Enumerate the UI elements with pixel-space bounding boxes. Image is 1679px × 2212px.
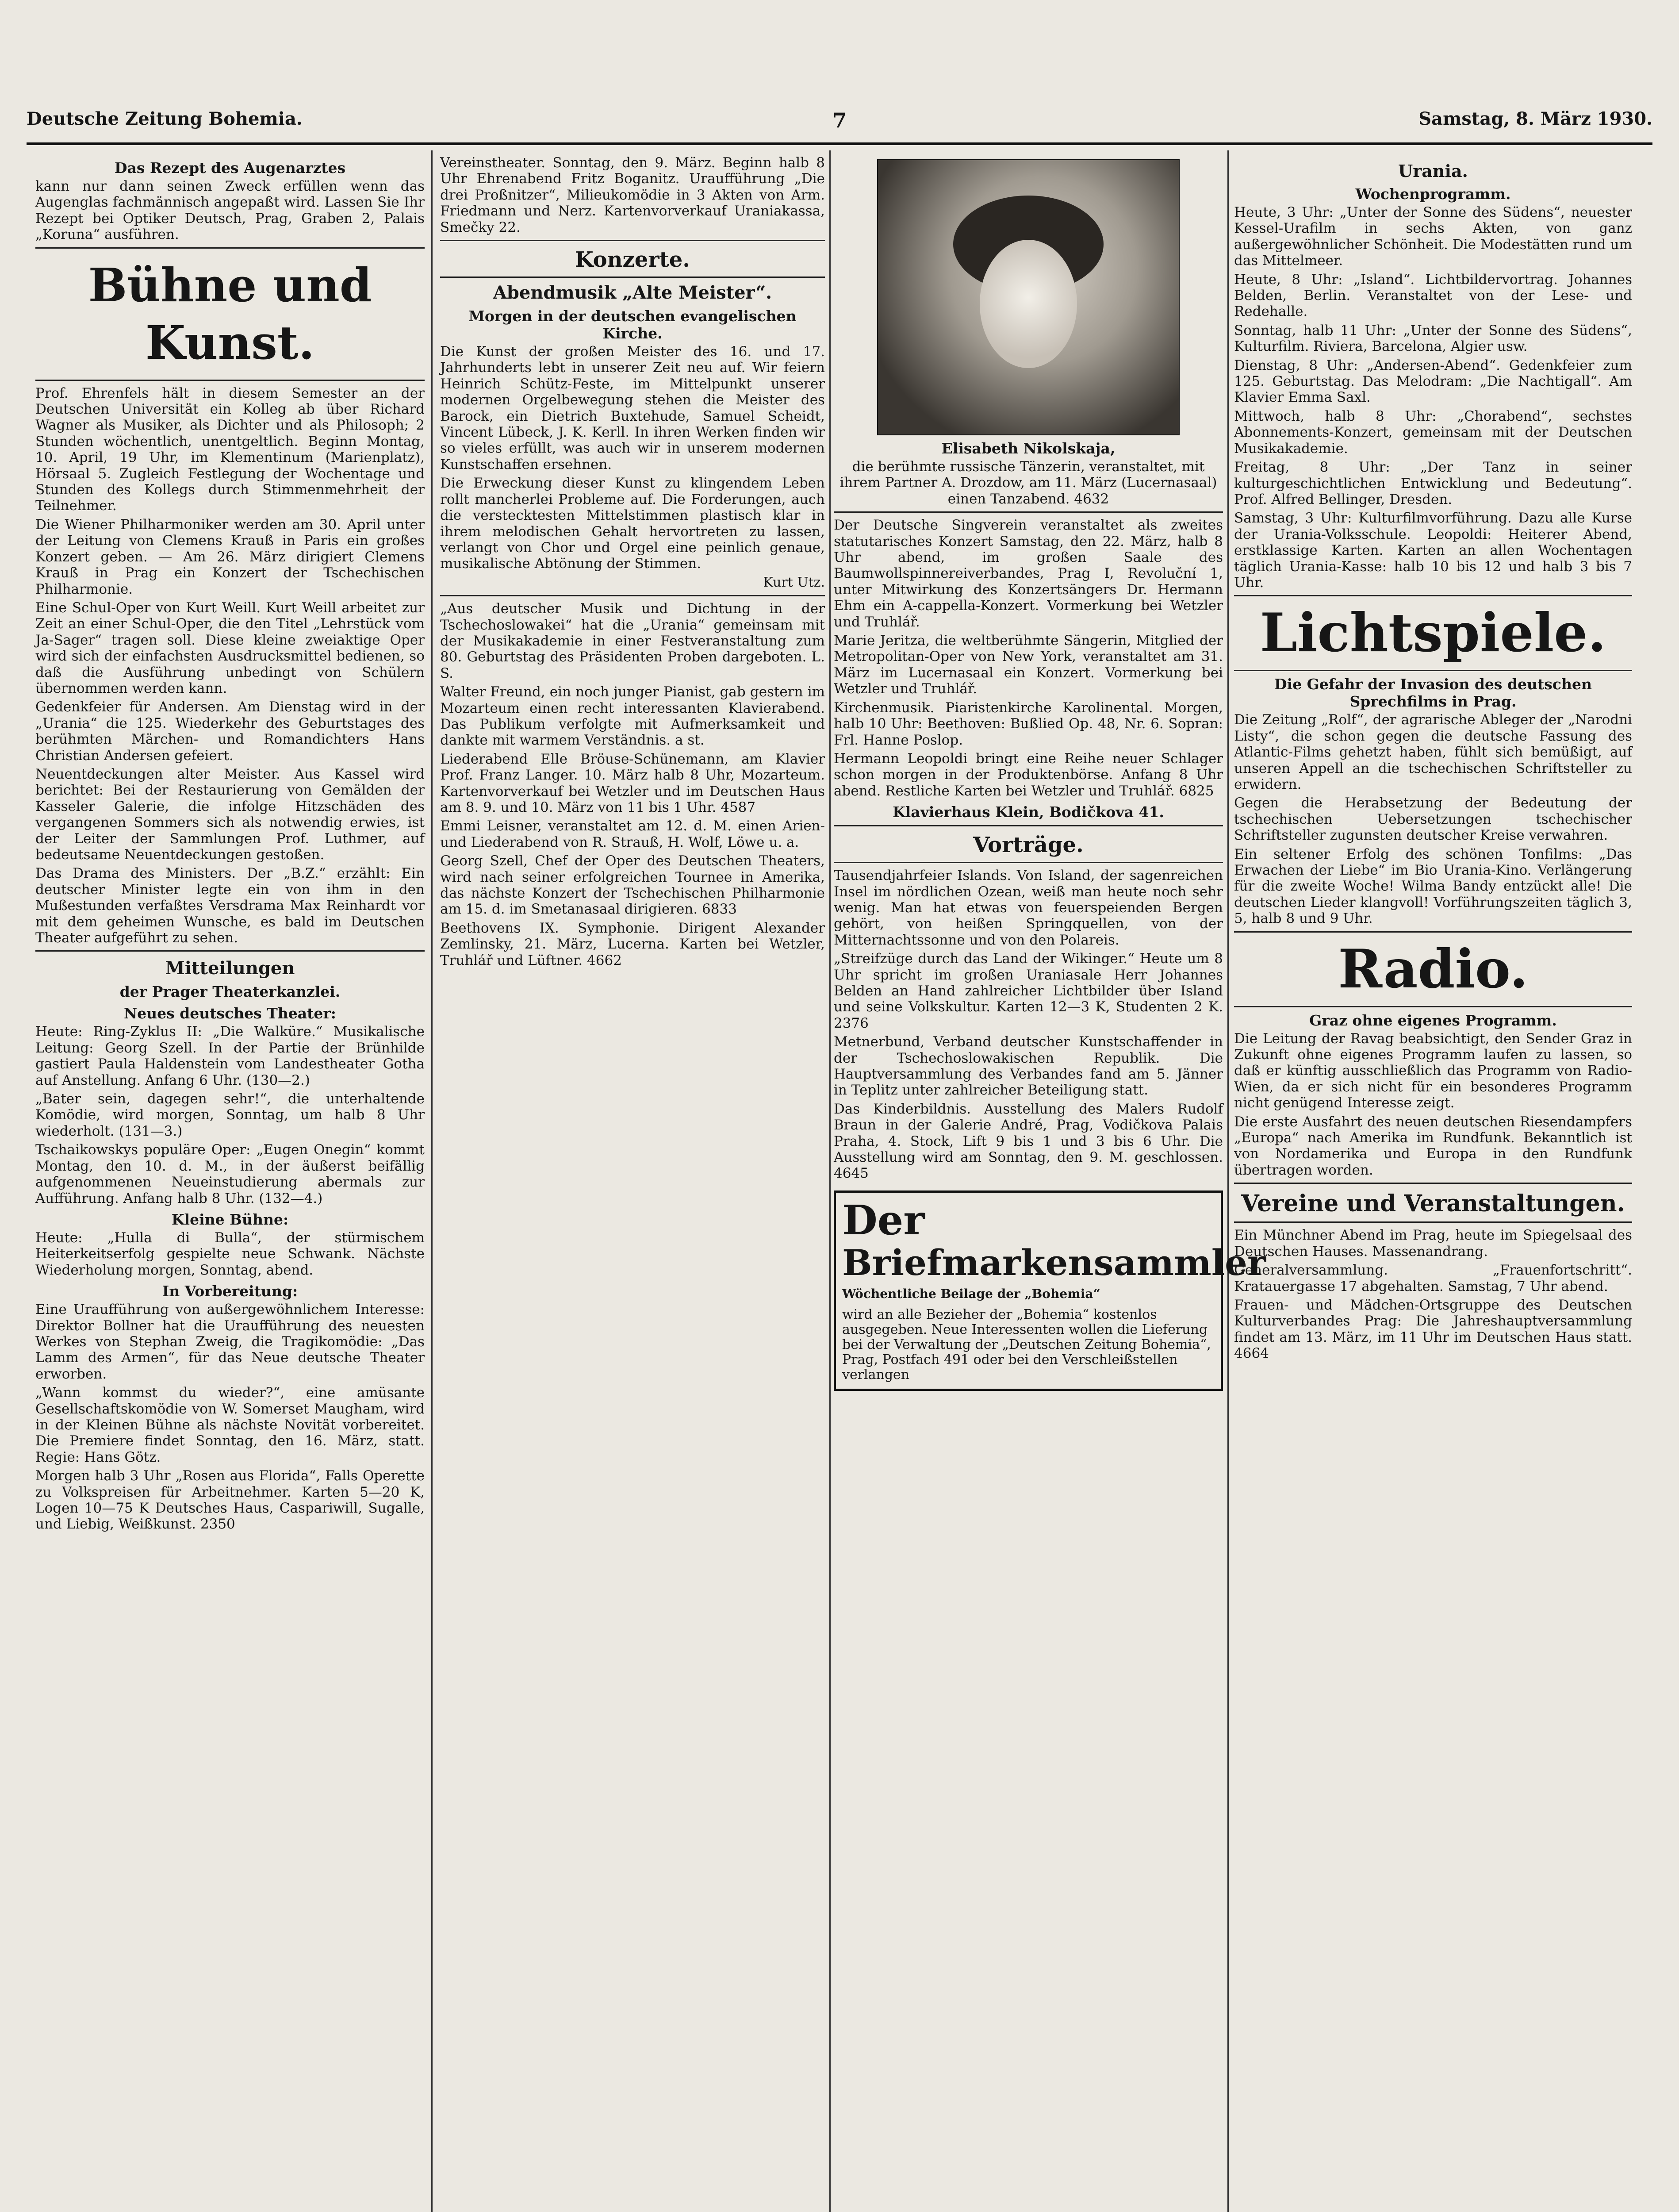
header-rule [27, 142, 1652, 145]
article-text: Walter Freund, ein noch junger Pianist, gab gestern im Mozarteum einen recht interessanten Klavierabend. Das Publikum verfolgte mit Aufmerksamkeit und dankte mit warmem Verständnis. a st. [440, 684, 825, 749]
divider [1234, 1006, 1632, 1007]
column-1 [35, 155, 425, 2212]
article-text: Prof. Ehrenfels hält in diesem Semester an der Deutschen Universität ein Kolleg ab über Richard Wagner als Musiker, als Dichter und als Philosoph; 2 Stunden wöchentlich, unentgeltlich. Beginn Montag, 10. April, 19 Uhr, im Klementinum (Marienplatz), Hörsaal 5. Zugleich Festlegung der Wochentage und Stunden des Kollegs durch Stimmenmehrheit der Teilnehmer. [35, 385, 425, 514]
article-text: Heute, 3 Uhr: „Unter der Sonne des Südens“, neuester Kessel-Urafilm in sechs Akten, von ganz außergewöhnlicher Schönheit. Die Modestätten rund um das Mittelmeer. [1234, 204, 1632, 269]
article-text: Ein Münchner Abend im Prag, heute im Spiegelsaal des Deutschen Hauses. Massenandrang. [1234, 1227, 1632, 1260]
divider [1234, 931, 1632, 933]
article-text: „Wann kommst du wieder?“, eine amüsante Gesellschaftskomödie von W. Somerset Maugham, wird in der Kleinen Bühne als nächste Novität vorbereitet. Die Premiere findet Sonntag, den 16. März, statt. Regie: Hans Götz. [35, 1385, 425, 1465]
article-text: Morgen halb 3 Uhr „Rosen aus Florida“, Falls Operette zu Volkspreisen für Arbeitnehmer. Karten 5—20 K, Logen 10—75 K Deutsches Haus, Caspariwill, Sugalle, und Liebig, Weißkunst. 2350 [35, 1468, 425, 1532]
urania-subtitle: Wochenprogramm. [1355, 185, 1511, 203]
article-text: Eine Uraufführung von außergewöhnlichem Interesse: Direktor Bollner hat die Uraufführung des neuesten Werkes von Stephan Zweig, die Tragikomödie: „Das Lamm des Armen“, für das Neue deutsche Theater erworben. [35, 1302, 425, 1382]
column-2 [440, 155, 825, 2212]
divider [834, 862, 1223, 863]
article-text: Georg Szell, Chef der Oper des Deutschen Theaters, wird nach seiner erfolgreichen Tournee in Amerika, das nächste Konzert der Tschechischen Philharmonie am 15. d. im Smetanasaal dirigieren. 6833 [440, 853, 825, 918]
page-number: 7 [832, 108, 847, 132]
article-text: Heute, 8 Uhr: „Island“. Lichtbildervortrag. Johannes Belden, Berlin. Veranstaltet von der Lese- und Redehalle. [1234, 271, 1632, 320]
photo-caption: die berühmte russische Tänzerin, veranstaltet, mit ihrem Partner A. Drozdow, am 11. März (Lucernasaal) einen Tanzabend. 4632 [840, 459, 1217, 507]
article-text: Die Leitung der Ravag beabsichtigt, den Sender Graz in Zukunft ohne eigenes Programm laufen zu lassen, so daß er künftig ausschließlich das Programm von Radio-Wien, da er sich nicht für ein besonderes Programm nicht genügend Interesse zeigt. [1234, 1030, 1632, 1111]
article-text: Vereinstheater. Sonntag, den 9. März. Beginn halb 8 Uhr Ehrenabend Fritz Boganitz. Uraufführung „Die drei Proßnitzer“, Milieukomödie in 3 Akten von Arm. Friedmann und Nerz. Kartenvorverkauf Uraniakassa, Smečky 22. [440, 155, 825, 235]
article-text: Die Kunst der großen Meister des 16. und 17. Jahrhunderts lebt in unserer Zeit neu auf. Wir feiern Heinrich Schütz-Feste, im Mittelpunkt unserer modernen Orgelbewegung stehen die Meister des Barock, ein Dietrich Buxtehude, Samuel Scheidt, Vincent Lübeck, J. K. Kerll. In ihren Werken finden wir so vieles erfüllt, was auch wir in unserem modernen Kunstschaffen ersehnen. [440, 344, 825, 472]
divider [1234, 595, 1632, 596]
ad-heading: Das Rezept des Augenarztes [114, 159, 346, 177]
divider [440, 240, 825, 241]
divider [35, 950, 425, 952]
ad-text: kann nur dann seinen Zweck erfüllen wenn das Augenglas fachmännisch angepaßt wird. Lassen Sie Ihr Rezept bei Optiker Deutsch, Prag, Graben 2, Palais „Koruna“ ausführen. [35, 178, 425, 243]
section-title: Radio. [1338, 937, 1528, 1000]
divider [834, 511, 1223, 513]
divider [1234, 670, 1632, 671]
article-text: „Aus deutscher Musik und Dichtung in der Tschechoslowakei“ hat die „Urania“ gemeinsam mit der Musikakademie in einer Festveranstaltung zum 80. Geburtstag des Präsidenten Proben dargeboten. L. S. [440, 601, 825, 681]
article-text: Gegen die Herabsetzung der Bedeutung der tschechischen Uebersetzungen tschechischer Schriftsteller zugunsten deutscher Kreise verwahren. [1234, 795, 1632, 844]
article-text: Kirchenmusik. Piaristenkirche Karolinental. Morgen, halb 10 Uhr: Beethoven: Bußlied Op. 48, Nr. 6. Sopran: Frl. Hanne Poslop. [834, 699, 1223, 748]
article-text: Samstag, 3 Uhr: Kulturfilmvorführung. Dazu alle Kurse der Urania-Volksschule. Leopoldi: Heiterer Abend, erstklassige Karten. Karten an allen Wochentagen täglich Urania-Kasse: halb 10 bis 12 und halb 3 bis 7 Uhr. [1234, 510, 1632, 591]
article-signature: Kurt Utz. [763, 574, 825, 590]
divider [440, 276, 825, 278]
venue-heading: In Vorbereitung: [162, 1283, 298, 1300]
article-text: Dienstag, 8 Uhr: „Andersen-Abend“. Gedenkfeier zum 125. Geburtstag. Das Melodram: „Die Nachtigall“. Am Klavier Emma Saxl. [1234, 357, 1632, 406]
article-text: Sonntag, halb 11 Uhr: „Unter der Sonne des Südens“, Kulturfilm. Riviera, Barcelona, Algier usw. [1234, 322, 1632, 355]
article-text: Marie Jeritza, die weltberühmte Sängerin, Mitglied der Metropolitan-Oper von New York, veranstaltet am 31. März im Lucernasaal ein Konzert. Vormerkung bei Wetzler und Truhlář. [834, 633, 1223, 697]
article-title: Abendmusik „Alte Meister“. [493, 282, 772, 303]
article-text: Generalversammlung. „Frauenfortschritt“. Kratauergasse 17 abgehalten. Samstag, 7 Uhr abend. [1234, 1262, 1632, 1294]
article-text: Das Drama des Ministers. Der „B.Z.“ erzählt: Ein deutscher Minister legte ein von ihm in den Mußestunden verfaßtes Versdrama Max Reinhardt vor mit dem geheimen Wunsche, es bald im Deutschen Theater aufgeführt zu sehen. [35, 865, 425, 946]
article-text: Mittwoch, halb 8 Uhr: „Chorabend“, sechstes Abonnements-Konzert, gemeinsam mit der Deutschen Musikakademie. [1234, 408, 1632, 457]
article-text: Gedenkfeier für Andersen. Am Dienstag wird in der „Urania“ die 125. Wiederkehr des Geburtstages des berühmten Märchen- und Romandichters Hans Christian Andersen gefeiert. [35, 699, 425, 764]
subsection-subtitle: der Prager Theaterkanzlei. [119, 983, 341, 1001]
section-title: Vorträge. [973, 833, 1084, 858]
dancer-photo [877, 159, 1180, 435]
article-text: Tausendjahrfeier Islands. Von Island, der sagenreichen Insel im nördlichen Ozean, weiß man heute noch sehr wenig. Man hat etwas von feuerspeienden Bergen gehört, von heißen Springquellen, von der Mitternachtssonne und von den Polareis. [834, 868, 1223, 948]
article-title: Die Gefahr der Invasion des deutschen Sprechfilms in Prag. [1274, 676, 1592, 710]
article-text: Emmi Leisner, veranstaltet am 12. d. M. einen Arien- und Liederabend von R. Strauß, H. Wolf, Löwe u. a. [440, 818, 825, 850]
article-text: Tschaikowskys populäre Oper: „Eugen Onegin“ kommt Montag, den 10. d. M., in der äußerst beifällig aufgenommenen Neueinstudierung abermals zur Aufführung. Anfang halb 8 Uhr. (132—4.) [35, 1142, 425, 1206]
article-text: „Streifzüge durch das Land der Wikinger.“ Heute um 8 Uhr spricht im großen Uraniasale Herr Johannes Belden an Hand zahlreicher Lichtbilder über Island und seine Volkskultur. Karten 12—3 K, Studenten 2 K. 2376 [834, 951, 1223, 1031]
divider [834, 825, 1223, 826]
urania-title: Urania. [1398, 161, 1468, 181]
article-text: Neuentdeckungen alter Meister. Aus Kassel wird berichtet: Bei der Restaurierung von Gemälden der Kasseler Galerie, die infolge Hitzschäden des vergangenen Sommers sich als notwendig erwies, ist der Leiter der Sammlungen Prof. Luthmer, auf bedeutsame Neuentdeckungen gestoßen. [35, 766, 425, 863]
article-subtitle: Morgen in der deutschen evangelischen Kirche. [468, 307, 797, 342]
section-title: Bühne und Kunst. [88, 257, 372, 370]
article-text: Die Erweckung dieser Kunst zu klingendem Leben rollt mancherlei Probleme auf. Die Forderungen, auch die verstecktesten Mittelstimmen plastisch klar in ihrem melodischen Gehalt hervortreten zu lassen, verlangt von Chor und Orgel eine peinlich genaue, musikalische Abtönung der Stimmen. [440, 475, 825, 572]
article-title: Graz ohne eigenes Programm. [1309, 1011, 1557, 1029]
ad-body: wird an alle Bezieher der „Bohemia“ kostenlos ausgegeben. Neue Interessenten wollen die Lieferung bei der Verwaltung der „Deutschen Zeitung Bohemia“, Prag, Postfach 491 oder bei den Verschleißstellen verlangen [842, 1306, 1211, 1382]
article-text: Eine Schul-Oper von Kurt Weill. Kurt Weill arbeitet zur Zeit an einer Schul-Oper, die den Titel „Lehrstück vom Ja-Sager“ tragen soll. Diese kleine zweiaktige Oper wird sich der einfachsten Ausdrucksmittel bedienen, so daß die Ausführung unbedingt von Schülern übernommen werden kann. [35, 599, 425, 696]
venue-heading: Kleine Bühne: [171, 1210, 289, 1228]
ad-line: Klavierhaus Klein, Bodičkova 41. [893, 803, 1164, 821]
newspaper-name: Deutsche Zeitung Bohemia. [27, 108, 303, 129]
issue-date: Samstag, 8. März 1930. [1418, 108, 1652, 129]
briefmarkensammler-ad [834, 1190, 1266, 1391]
article-text: Ein seltener Erfolg des schönen Tonfilms: „Das Erwachen der Liebe“ im Bio Urania-Kino. Verlängerung für die zweite Woche! Wilma Bandy entzückt alle! Die deutschen Lieder klangvoll! Vorführungszeiten täglich 3, 5, halb 8 und 9 Uhr. [1234, 846, 1632, 927]
article-text: Beethovens IX. Symphonie. Dirigent Alexander Zemlinsky, 21. März, Lucerna. Karten bei Wetzler, Truhlář und Lüftner. 4662 [440, 920, 825, 968]
article-text: Freitag, 8 Uhr: „Der Tanz in seiner kulturgeschichtlichen Entwicklung und Bedeutung“. Prof. Alfred Bellinger, Dresden. [1234, 459, 1632, 507]
column-divider [431, 150, 433, 2212]
article-text: Hermann Leopoldi bringt eine Reihe neuer Schlager schon morgen in der Produktenbörse. Anfang 8 Uhr abend. Restliche Karten bei Wetzler und Truhlář. 6825 [834, 750, 1223, 799]
article-text: Die Zeitung „Rolf“, der agrarische Ableger der „Narodni Listy“, die schon gegen die deutsche Fassung des Atlantic-Films gehetzt haben, fühlt sich bemüßigt, auf unseren Appell an die tschechischen Schriftsteller zu erwidern. [1234, 712, 1632, 792]
ad-subtitle: Wöchentliche Beilage der „Bohemia“ [842, 1286, 1100, 1301]
divider [1234, 1221, 1632, 1223]
article-text: „Bater sein, dagegen sehr!“, die unterhaltende Komödie, wird morgen, Sonntag, um halb 8 Uhr wiederholt. (131—3.) [35, 1091, 425, 1139]
photo-caption-name: Elisabeth Nikolskaja, [941, 440, 1116, 457]
section-title: Konzerte. [575, 247, 690, 273]
column-divider [829, 150, 831, 2212]
article-text: Der Deutsche Singverein veranstaltet als zweites statutarisches Konzert Samstag, den 22. März, halb 8 Uhr abend, im großen Saale des Baumwollspinnereiverbandes, Prag I, Revoluční 1, unter Mitwirkung des Konzertsängers Dr. Hermann Ehm ein A-cappella-Konzert. Vormerkung bei Wetzler und Truhlář. [834, 517, 1223, 630]
ad-title-line1: Der [842, 1196, 925, 1244]
photo-face-shape [980, 240, 1077, 368]
article-text: Das Kinderbildnis. Ausstellung des Malers Rudolf Braun in der Galerie André, Prag, Vodičkova Palais Praha, 4. Stock, Lift 9 bis 1 und 3 bis 6 Uhr. Die Ausstellung wird am Sonntag, den 9. M. geschlossen. 4645 [834, 1101, 1223, 1182]
section-title: Vereine und Veranstaltungen. [1241, 1190, 1625, 1217]
column-divider [1227, 150, 1229, 2212]
article-text: Heute: „Hulla di Bulla“, der stürmischem Heiterkeitserfolg gespielte neue Schwank. Nächste Wiederholung morgen, Sonntag, abend. [35, 1229, 425, 1278]
ad-title-line2: Briefmarkensammler [842, 1241, 1266, 1283]
divider [1234, 1183, 1632, 1184]
article-text: Heute: Ring-Zyklus II: „Die Walküre.“ Musikalische Leitung: Georg Szell. In der Partie der Brünhilde gastiert Paula Haldenstein vom Landestheater Gotha auf Anstellung. Anfang 6 Uhr. (130—2.) [35, 1024, 425, 1088]
column-3 [834, 155, 1266, 2212]
divider [35, 380, 425, 381]
divider [35, 247, 425, 249]
column-4 [1234, 155, 1632, 2212]
article-text: Frauen- und Mädchen-Ortsgruppe des Deutschen Kulturverbandes Prag: Die Jahreshauptversammlung findet am 13. März, im 11 Uhr im Deutschen Haus statt. 4664 [1234, 1297, 1632, 1362]
article-text: Metnerbund, Verband deutscher Kunstschaffender in der Tschechoslowakischen Republik. Die Hauptversammlung des Verbandes fand am 5. Jänner in Teplitz unter zahlreicher Beteiligung statt. [834, 1034, 1223, 1098]
article-text: Die Wiener Philharmoniker werden am 30. April unter der Leitung von Clemens Krauß in Paris ein großes Konzert geben. — Am 26. März dirigiert Clemens Krauß in Prag ein Konzert der Tschechischen Philharmonie. [35, 516, 425, 597]
article-text: Die erste Ausfahrt des neuen deutschen Riesendampfers „Europa“ nach Amerika im Rundfunk. Bekanntlich ist von Nordamerika und Europa in den Rundfunk übertragen worden. [1234, 1114, 1632, 1178]
section-title: Lichtspiele. [1260, 602, 1606, 664]
subsection-title: Mitteilungen [165, 958, 295, 979]
article-text: Liederabend Elle Bröuse-Schünemann, am Klavier Prof. Franz Langer. 10. März halb 8 Uhr, Mozarteum. Kartenvorverkauf bei Wetzler und im Deutschen Haus am 8. 9. und 10. März von 11 bis 1 Uhr. 4587 [440, 751, 825, 815]
divider [440, 595, 825, 596]
venue-heading: Neues deutsches Theater: [124, 1005, 336, 1022]
page-header [27, 108, 1652, 137]
